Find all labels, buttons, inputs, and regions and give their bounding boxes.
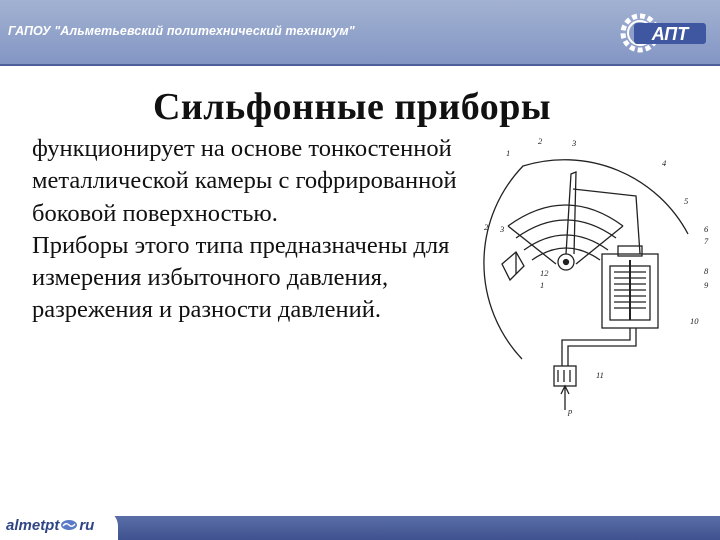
svg-text:2: 2	[484, 222, 489, 232]
svg-text:4: 4	[662, 158, 667, 168]
slide-title: Сильфонные приборы	[152, 86, 552, 128]
svg-text:p: p	[568, 406, 573, 416]
organization-name: ГАПОУ "Альметьевский политехнический техникум"	[8, 24, 355, 38]
svg-text:3: 3	[572, 138, 577, 148]
svg-text:2: 2	[538, 136, 543, 146]
svg-text:1: 1	[540, 280, 545, 290]
svg-text:6: 6	[704, 224, 709, 234]
diagram-labels	[484, 136, 709, 416]
svg-text:10: 10	[690, 316, 699, 326]
paragraph-description: функционирует на основе тонкостенной металлической камеры с гофрированной боковой поверхностью.	[32, 135, 457, 227]
paragraph-purpose: Приборы этого типа предназначены для измерения избыточного давления, разрежения и разности давлений.	[32, 231, 450, 324]
svg-text:9: 9	[704, 280, 709, 290]
svg-text:7: 7	[704, 236, 709, 246]
svg-text:8: 8	[704, 266, 709, 276]
footer-site-logo[interactable]: almetpt ru	[6, 517, 95, 534]
svg-text:3: 3	[500, 224, 505, 234]
svg-text:11: 11	[596, 370, 604, 380]
logo-text: АПТ	[651, 24, 689, 44]
college-logo	[616, 10, 710, 56]
svg-text:12: 12	[540, 268, 549, 278]
tilde-icon	[60, 519, 78, 531]
slide-body	[32, 133, 462, 327]
bellows-gauge-diagram	[478, 134, 714, 420]
header-bar	[0, 0, 720, 66]
svg-text:5: 5	[684, 196, 689, 206]
svg-text:1: 1	[506, 148, 511, 158]
